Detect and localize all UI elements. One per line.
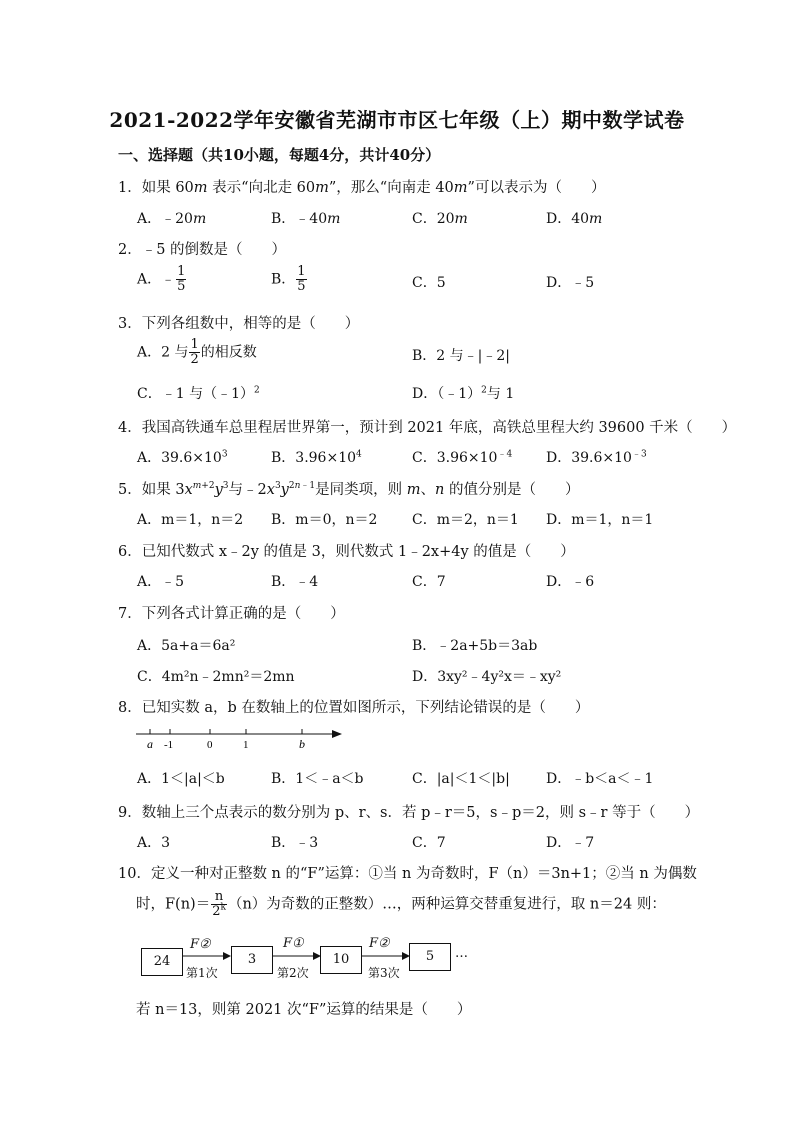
question-9: 9．数轴上三个点表示的数分别为 p、r、s．若 p﹣r＝5，s﹣p＝2，则 s﹣r 等于（ ） [118,805,700,821]
flow-box-2: 3 [231,946,273,974]
q10-fraction [211,890,227,919]
q4-a-base: A．39.6×10 [137,450,222,466]
q1-unit-2: m [315,180,329,196]
q1-c-unit: m [454,211,468,227]
q4-option-c[interactable] [412,447,512,467]
q8-option-d[interactable]: D．﹣b＜a＜﹣1 [546,771,654,787]
q1-option-a[interactable] [137,208,206,228]
q4-option-a[interactable] [137,447,228,467]
question-10-line2 [136,890,666,919]
flow-op-3: F② [369,936,390,951]
question-2: 2．﹣5 的倒数是（ ） [118,242,287,258]
question-1 [118,176,605,197]
flow-op-2: F① [283,936,304,951]
q1-stem-a: 1．如果 60 [118,180,194,196]
q1-stem-c: ”，那么“向南走 40 [328,180,454,196]
q8-option-a[interactable]: A．1＜|a|＜b [137,771,225,787]
label-a: a [147,737,153,751]
question-7: 7．下列各式计算正确的是（ ） [118,606,345,622]
q1-d-unit: m [589,211,603,227]
q1-stem-b: 表示“向北走 60 [207,180,316,196]
q6-option-c[interactable]: C．7 [412,574,446,590]
q4-b-base: B．3.96×10 [271,450,357,466]
q10-line2-suffix: （n）为奇数的正整数）…，两种运算交替重复进行，取 n＝24 则： [227,896,666,913]
q3-a-den: 2 [190,352,199,367]
q1-a-unit: m [192,211,207,227]
q4-option-b[interactable] [271,447,362,467]
q6-option-d[interactable]: D．﹣6 [546,574,595,590]
q5-stem-a: 5．如果 3 [118,482,185,498]
q1-unit-1: m [193,180,208,196]
q1-a-text: A．﹣20 [137,211,193,227]
label-minus-one: -1 [164,739,174,751]
q1-stem-d: ”可以表示为（ ） [467,180,606,196]
q5-stem-c: 是同类项，则 [315,482,407,498]
q3-d-suffix: 与 1 [486,386,515,402]
q2-b-num: 1 [297,264,306,279]
q2-a-den: 5 [177,279,186,294]
q5-stem-b: 与﹣2 [228,482,267,498]
q10-den-exponent: k [220,902,226,913]
q4-b-exponent: 4 [356,449,362,460]
q6-option-a[interactable]: A．﹣5 [137,574,185,590]
flow-box-3: 10 [320,946,362,974]
q4-c-base: C．3.96×10 [412,450,498,466]
q2-b-den: 5 [297,279,306,294]
q5-option-d[interactable]: D．m＝1，n＝1 [546,512,654,528]
q4-option-d[interactable] [546,447,647,467]
q7-option-a[interactable]: A．5a+a＝6a² [137,638,236,654]
flow-box-1: 24 [141,948,183,976]
flow-step-1: 第1次 [186,966,218,980]
q3-option-b[interactable]: B．2 与﹣|﹣2| [412,348,510,364]
q3-option-d[interactable] [412,383,514,403]
label-zero: 0 [207,739,213,751]
question-5: 5．如果 $3x^{m+2}y^3$与$﹣2x^3y^{2n﹣1}$是同类项，则 m、n 的值分别是（ ） [118,481,580,498]
q3-option-a[interactable] [137,338,257,367]
q10-den-base: 2 [212,904,221,919]
q3-c-prefix: C．﹣1 与（﹣1） [137,386,254,402]
q9-option-a[interactable]: A．3 [137,835,171,851]
q6-option-b[interactable]: B．﹣4 [271,574,319,590]
q2-option-b[interactable] [271,265,308,294]
q1-b-text: B．﹣40 [271,211,328,227]
q5-option-b[interactable]: B．m＝0，n＝2 [271,512,378,528]
q1-c-text: C．20 [412,211,455,227]
q10-line2-prefix: 时，F(n)＝ [136,896,211,913]
label-b: b [299,737,305,751]
question-6: 6．已知代数式 x﹣2y 的值是 3，则代数式 1﹣2x+4y 的值是（ ） [118,544,575,560]
q2-a-fraction [176,265,186,294]
q2-a-prefix: A．﹣ [137,271,176,288]
q1-unit-3: m [453,180,468,196]
q3-c-exponent: 2 [253,385,260,396]
q3-a-prefix: A．2 与 [137,344,189,361]
q1-b-unit: m [327,211,341,227]
q2-option-d[interactable]: D．﹣5 [546,275,595,291]
q9-option-d[interactable]: D．﹣7 [546,835,595,851]
q2-option-c[interactable]: C．5 [412,275,446,291]
q5-option-c[interactable]: C．m＝2，n＝1 [412,512,519,528]
question-10-line1: 10．定义一种对正整数 n 的“F”运算：①当 n 为奇数时，F（n）＝3n+1；②当 n 为偶数 [118,866,697,882]
flow-ellipsis: … [455,946,468,961]
flow-arrow-2-icon [272,950,322,962]
q3-d-exponent: 2 [481,385,487,396]
q4-d-base: D．39.6×10 [546,450,632,466]
number-line-figure [132,724,347,752]
q2-b-fraction [296,265,306,294]
q4-a-exponent: 3 [221,449,228,460]
q7-option-d[interactable]: D．3xy²﹣4y²x＝﹣xy² [412,669,562,685]
q8-option-b[interactable]: B．1＜﹣a＜b [271,771,364,787]
q3-a-suffix: 的相反数 [200,344,257,361]
q3-a-fraction [189,338,199,367]
q10-num: n [211,890,227,905]
q8-option-c[interactable]: C．|a|＜1＜|b| [412,771,510,787]
q5-option-a[interactable]: A．m＝1，n＝2 [137,512,244,528]
q7-option-b[interactable]: B．﹣2a+5b＝3ab [412,638,538,654]
page-title: 2021-2022学年安徽省芜湖市市区七年级（上）期中数学试卷 [109,108,685,132]
q7-option-c[interactable]: C．4m²n﹣2mn²＝2mn [137,669,295,685]
flow-op-1: F② [190,937,211,952]
question-3: 3．下列各组数中，相等的是（ ） [118,316,360,332]
q1-option-b[interactable] [271,208,340,228]
flow-step-2: 第2次 [277,966,309,980]
label-one: 1 [243,739,249,751]
question-8: 8．已知实数 a，b 在数轴上的位置如图所示，下列结论错误的是（ ） [118,700,590,716]
q3-option-c[interactable] [137,383,260,403]
q1-d-text: D．40 [546,211,590,227]
flow-arrow-3-icon [361,950,411,962]
q2-option-a[interactable] [137,265,187,294]
q10-den [211,902,227,919]
q3-a-num: 1 [190,337,199,352]
question-10-final: 若 n＝13，则第 2021 次“F”运算的结果是（ ） [136,1002,472,1018]
flow-step-3: 第3次 [368,966,400,980]
section-heading: 一、选择题（共10小题，每题4分，共计40分） [118,146,441,164]
q4-c-exponent: ﹣4 [497,449,513,460]
question-4: 4．我国高铁通车总里程居世界第一，预计到 2021 年底，高铁总里程大约 39600 千米（ ） [118,420,737,436]
flow-box-4: 5 [409,943,451,971]
q4-d-exponent: ﹣3 [631,449,647,460]
number-line-arrow-icon [332,730,342,738]
q1-option-d[interactable] [546,208,602,228]
q9-option-b[interactable]: B．﹣3 [271,835,319,851]
q2-b-prefix: B． [271,271,296,288]
q3-d-prefix: D．（﹣1） [412,386,482,402]
q5-stem-d: 的值分别是（ ） [444,482,580,498]
q9-option-c[interactable]: C．7 [412,835,446,851]
q2-a-num: 1 [177,264,186,279]
q1-option-c[interactable] [412,208,468,228]
